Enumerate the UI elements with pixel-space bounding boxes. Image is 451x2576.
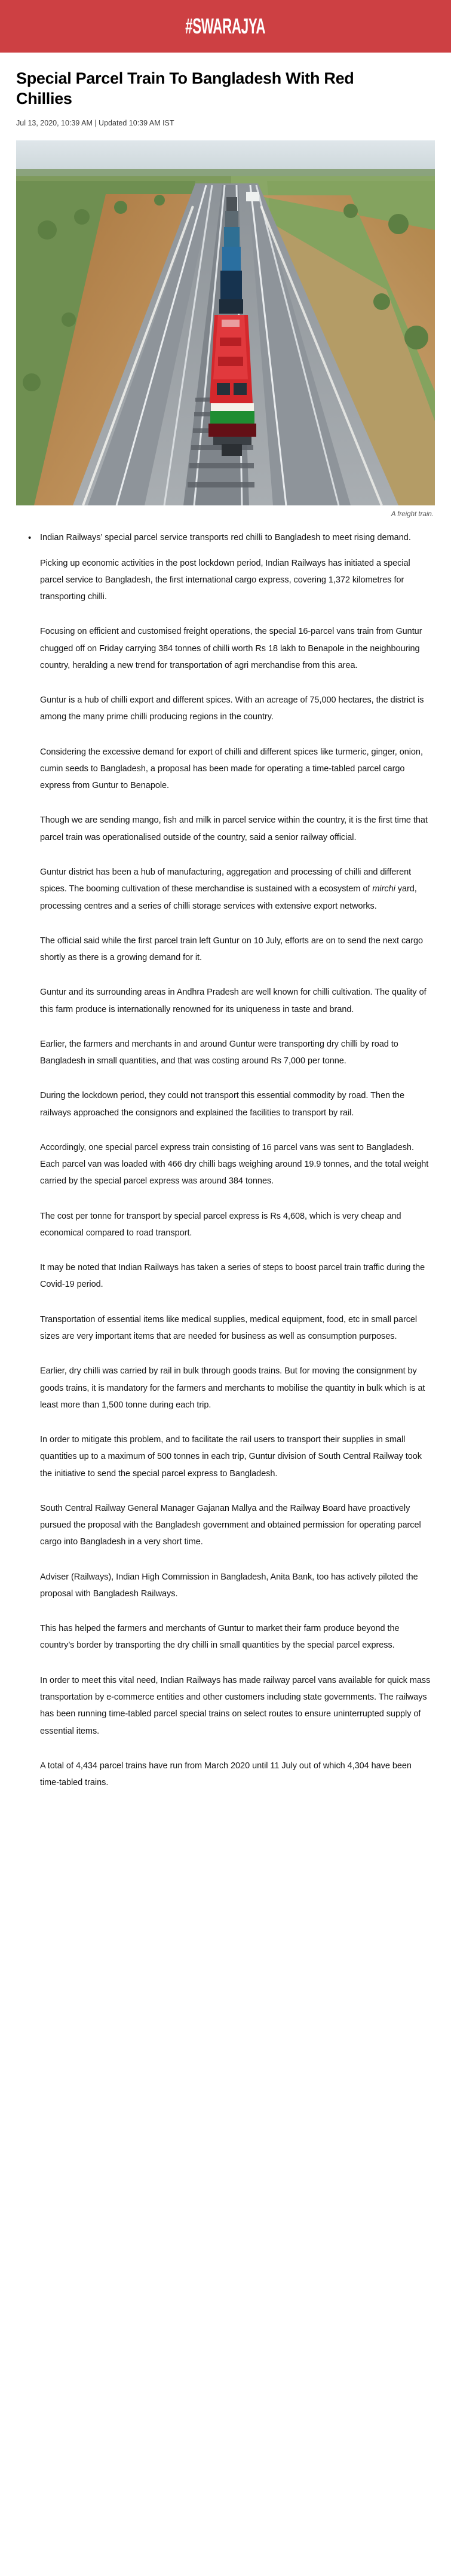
paragraph-text: Guntur district has been a hub of manufacturing, aggregation and processing of chilli and different spices. The booming cultivation of these merchandise is sustained with a ecosystem of: [40, 867, 412, 894]
article-timestamp: Jul 13, 2020, 10:39 AM | Updated 10:39 AM IST: [16, 119, 174, 128]
paragraph: Transportation of essential items like medical supplies, medical equipment, food, etc in small parcel sizes are very important items that are needed for business as well as consumption purposes.: [40, 1314, 418, 1342]
paragraph: South Central Railway General Manager Gajanan Mallya and the Railway Board have proactively pursued the proposal with the Bangladesh government and obtained permission for operating parcel cargo into Bangladesh in a very short time.: [40, 1503, 421, 1547]
paragraph: It may be noted that Indian Railways has taken a series of steps to boost parcel train traffic during the Covid-19 period.: [40, 1263, 425, 1290]
article-body: [16, 555, 435, 1792]
hero-image: [16, 140, 435, 505]
lede-bullet-list: [16, 531, 435, 545]
bottom-spacer: [16, 1791, 435, 1807]
paragraph: Guntur and its surrounding areas in Andhra Pradesh are well known for chilli cultivation. The quality of this farm produce is internationally renowned for its uniqueness in taste and brand.: [40, 988, 427, 1014]
hero-caption: A freight train.: [391, 511, 434, 519]
paragraph: Earlier, dry chilli was carried by rail in bulk through goods trains. But for moving the consignment by goods trains, it is mandatory for the farmers and merchants to mobilise the quantity in bulk which is at least more than 1,500 tonne during each trip.: [40, 1366, 425, 1410]
site-masthead: [0, 0, 451, 53]
list-item: • Indian Railways’ special parcel service transports red chilli to Bangladesh to meet rising demand.: [28, 531, 435, 545]
paragraph: The official said while the first parcel train left Guntur on 10 July, efforts are on to send the next cargo shortly as there is a growing demand for it.: [40, 936, 424, 963]
swarajya-logo[interactable]: #SWARAJYA: [185, 14, 266, 38]
article-container: [0, 68, 451, 1807]
paragraph: This has helped the farmers and merchants of Guntur to market their farm produce beyond the country’s border by transporting the dry chilli in small quantities by the special parcel express.: [40, 1624, 400, 1651]
paragraph: During the lockdown period, they could not transport this essential commodity by road. Then the railways approached the consignors and explained the facilities to transport by rail.: [40, 1091, 404, 1118]
paragraph: Guntur is a hub of chilli export and different spices. With an acreage of 75,000 hectares, the district is among the many prime chilli producing regions in the country.: [40, 695, 424, 722]
paragraph: In order to meet this vital need, Indian Railways has made railway parcel vans available for quick mass transportation by e-commerce entities and other customers including state governments. The railways has been running time-tabled parcel special trains on select routes to ensure uninterrupted supply of essential items.: [40, 1675, 431, 1736]
paragraph-with-italic-term: [40, 864, 431, 915]
paragraph: The cost per tonne for transport by special parcel express is Rs 4,608, which is very cheap and economical compared to road transport.: [40, 1211, 401, 1238]
page-title: Special Parcel Train To Bangladesh With Red Chillies: [16, 69, 354, 108]
paragraph: Though we are sending mango, fish and milk in parcel service within the country, it is the first time that parcel train was operationalised outside of the country, said a senior railway official.: [40, 815, 428, 842]
paragraph: Earlier, the farmers and merchants in and around Guntur were transporting dry chilli by road to Bangladesh in small quantities, and that was costing around Rs 7,000 per tonne.: [40, 1039, 398, 1066]
paragraph: Focusing on efficient and customised freight operations, the special 16-parcel vans train from Guntur chugged off on Friday carrying 384 tonnes of chilli worth Rs 18 lakh to Benapole in the neighbouring country, heralding a new trend for transportation of agri merchandise from this area.: [40, 627, 422, 670]
italic-term: mirchi: [372, 884, 395, 894]
paragraph-text-tail: yard, processing centres and a series of chilli storage services with extensive export networks.: [40, 884, 417, 911]
paragraph: Picking up economic activities in the post lockdown period, Indian Railways has initiated a special parcel service to Bangladesh, the first international cargo express, covering 1,372 kilometres for transporting chilli.: [40, 558, 410, 602]
paragraph: A total of 4,434 parcel trains have run from March 2020 until 11 July out of which 4,304 have been time-tabled trains.: [40, 1761, 412, 1788]
hero-figure: [16, 140, 435, 518]
paragraph: Accordingly, one special parcel express train consisting of 16 parcel vans was sent to Bangladesh. Each parcel van was loaded with 466 dry chilli bags weighing around 19.9 tonnes, and the total weight carried by the special parcel express was around 384 tonnes.: [40, 1142, 429, 1186]
paragraph: Considering the excessive demand for export of chilli and different spices like turmeric, ginger, onion, cumin seeds to Bangladesh, a proposal has been made for operating a time-tabled parcel cargo express from Guntur to Benapole.: [40, 747, 423, 791]
paragraph: Adviser (Railways), Indian High Commission in Bangladesh, Anita Bank, too has actively piloted the proposal with Bangladesh Railways.: [40, 1572, 418, 1599]
paragraph: In order to mitigate this problem, and to facilitate the rail users to transport their supplies in small quantities up to a maximum of 500 tonnes in each trip, Guntur division of South Central Railway took the initiative to send the special parcel express to Bangladesh.: [40, 1435, 422, 1479]
